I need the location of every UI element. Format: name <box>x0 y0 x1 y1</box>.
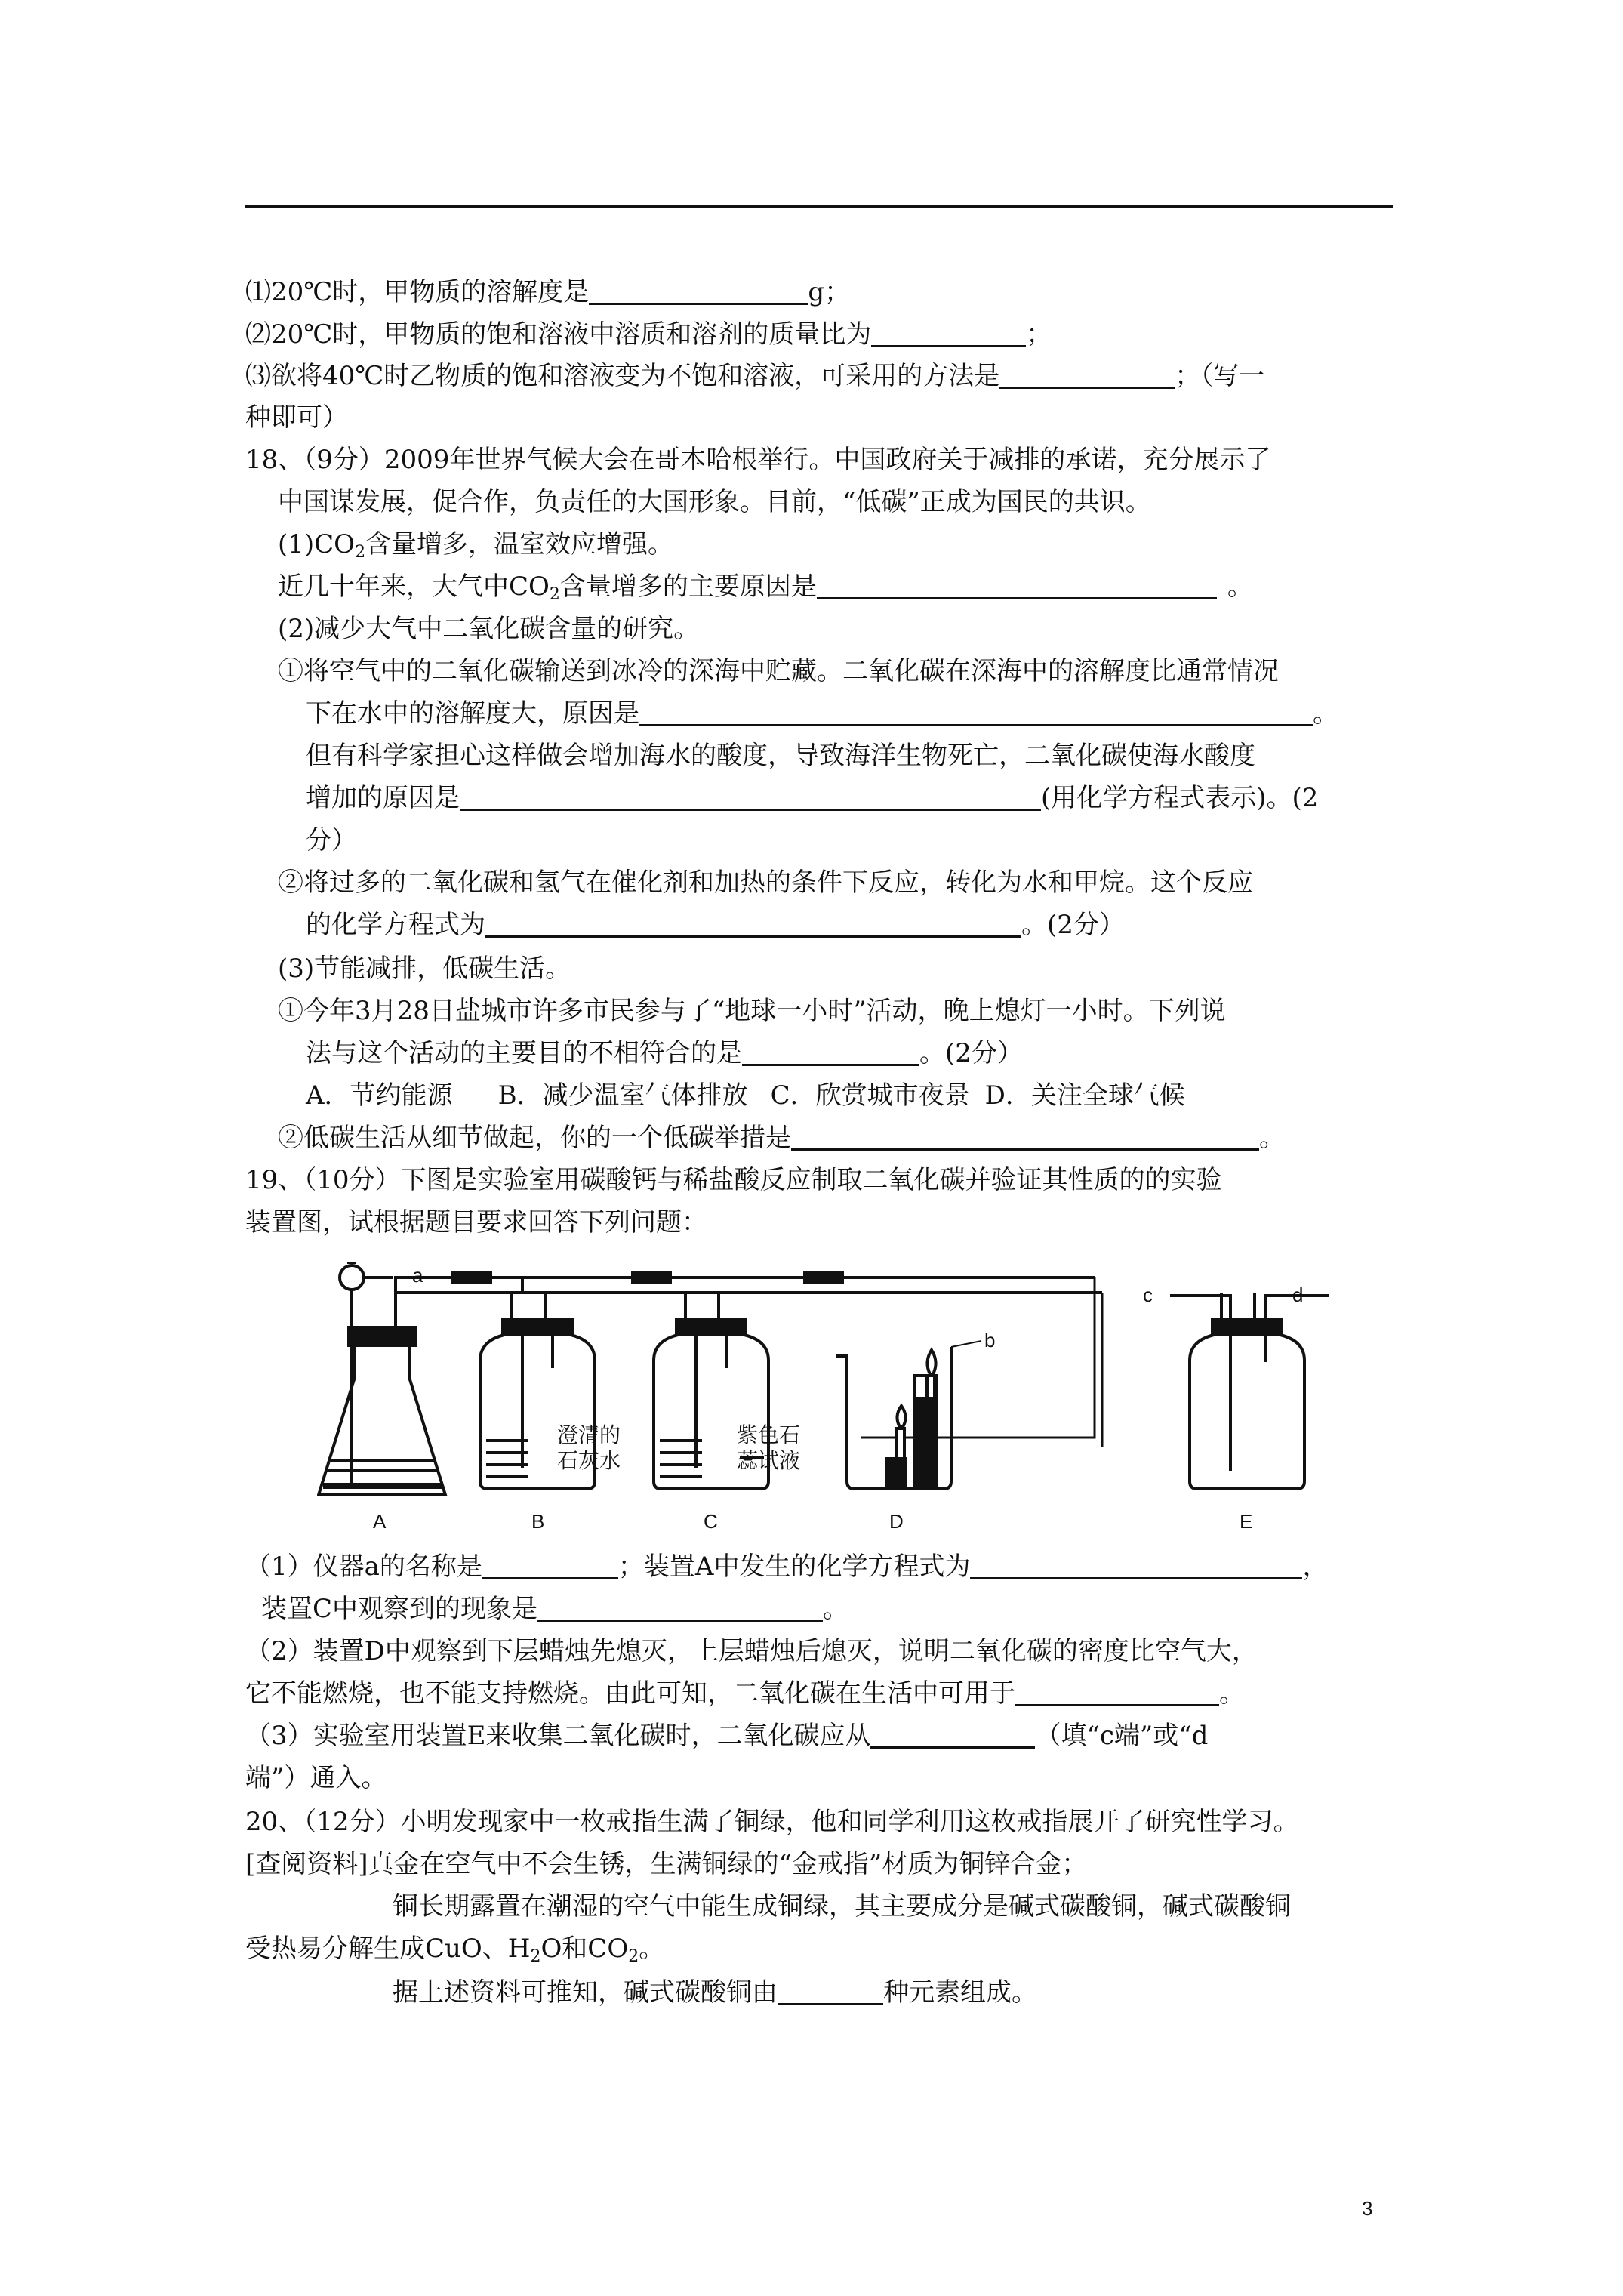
q17-item-3: ⑶欲将40℃时乙物质的饱和溶液变为不饱和溶液，可采用的方法是 ；（写一 <box>245 361 1265 391</box>
answer-blank[interactable] <box>639 701 1313 726</box>
label-d: d <box>1292 1284 1304 1306</box>
page-number: 3 <box>1362 2197 1373 2220</box>
q18-part-2-item-1-q1: 下在水中的溶解度大，原因是 。 <box>306 698 1338 729</box>
apparatus-a-flask <box>319 1262 1102 1495</box>
answer-blank[interactable] <box>742 1041 919 1066</box>
answer-blank[interactable] <box>589 280 808 305</box>
q18-part-2-item-1-q2: 增加的原因是 (用化学方程式表示)。(2 <box>306 783 1319 813</box>
option-a[interactable]: A．节约能源 <box>306 1080 453 1111</box>
q18-stem-cont: 中国谋发展，促合作，负责任的大国形象。目前，“低碳”正成为国民的共识。 <box>278 487 1151 517</box>
q19-stem-cont: 装置图，试根据题目要求回答下列问题： <box>245 1207 707 1237</box>
header-rule <box>245 205 1393 208</box>
q19-part-2: （2）装置D中观察到下层蜡烛先熄灭，上层蜡烛后熄灭，说明二氧化碳的密度比空气大， <box>245 1636 1258 1666</box>
apparatus-e-bottle <box>1170 1293 1329 1489</box>
label-A: A <box>373 1510 387 1533</box>
answer-blank[interactable] <box>871 322 1026 347</box>
answer-blank[interactable] <box>791 1126 1259 1151</box>
q19-part-1-cont: 装置C中观察到的现象是 。 <box>261 1594 849 1624</box>
label-c: c <box>1143 1284 1153 1306</box>
q18-part-2: (2)减少大气中二氧化碳含量的研究。 <box>278 614 700 644</box>
q18-part-3-item-2: ②低碳生活从细节做起，你的一个低碳举措是 。 <box>278 1123 1285 1153</box>
answer-blank[interactable] <box>482 1555 618 1579</box>
q19-part-3: （3）实验室用装置E来收集二氧化碳时，二氧化碳应从 （填“c端”或“d <box>245 1721 1209 1751</box>
reagent-b-line-1: 澄清的 <box>557 1422 621 1447</box>
q18-part-2-item-1: ①将空气中的二氧化碳输送到冰冷的深海中贮藏。二氧化碳在深海中的溶解度比通常情况 <box>278 656 1279 686</box>
q18-part-1-question: 近几十年来，大气中$CO_2$含量增多的主要原因是 。 <box>278 572 1253 604</box>
q18-part-2-item-2-q: 的化学方程式为 。(2分） <box>306 910 1125 940</box>
answer-blank[interactable] <box>460 786 1041 811</box>
answer-blank[interactable] <box>537 1597 823 1622</box>
option-b[interactable]: B．减少温室气体排放 <box>497 1080 748 1111</box>
q18-stem: 18、（9分）2009年世界气候大会在哥本哈根举行。中国政府关于减排的承诺，充分展示了 <box>245 445 1271 475</box>
answer-blank[interactable] <box>778 1980 883 2005</box>
q17-item-3-cont: 种即可） <box>245 402 348 433</box>
q18-options <box>306 1080 1185 1111</box>
q19-part-1: （1）仪器a的名称是 ；装置A中发生的化学方程式为 ， <box>245 1552 1329 1582</box>
q18-part-1: $(1)CO_2$含量增多，温室效应增强。 <box>278 529 674 562</box>
answer-blank[interactable] <box>817 575 1217 599</box>
q18-part-2-item-2: ②将过多的二氧化碳和氢气在催化剂和加热的条件下反应，转化为水和甲烷。这个反应 <box>278 868 1253 898</box>
q20-stem: 20、（12分）小明发现家中一枚戒指生满了铜绿，他和同学利用这枚戒指展开了研究性学习。 <box>245 1807 1299 1837</box>
label-C: C <box>704 1510 718 1533</box>
option-d[interactable]: D．关注全球气候 <box>984 1080 1185 1111</box>
apparatus-diagram <box>317 1262 1329 1542</box>
q19-part-3-cont: 端”）通入。 <box>245 1763 387 1793</box>
label-B: B <box>531 1510 545 1533</box>
q20-reference-2-cont: 受热易分解生成CuO、$H_2O$和$CO_2$。 <box>245 1934 665 1966</box>
answer-blank[interactable] <box>870 1724 1035 1749</box>
answer-blank[interactable] <box>1015 1681 1219 1706</box>
option-c[interactable]: C．欣赏城市夜景 <box>770 1080 970 1111</box>
q20-reference-2: 铜长期露置在潮湿的空气中能生成铜绿，其主要成分是碱式碳酸铜，碱式碳酸铜 <box>393 1891 1291 1922</box>
label-a: a <box>412 1264 423 1287</box>
q17-item-2: ⑵20℃时，甲物质的饱和溶液中溶质和溶剂的质量比为 ； <box>245 319 1052 350</box>
answer-blank[interactable] <box>970 1555 1302 1579</box>
q18-score-cont: 分） <box>306 825 357 855</box>
apparatus-d-beaker <box>836 1277 1102 1489</box>
q18-part-3: (3)节能减排，低碳生活。 <box>278 954 571 984</box>
q18-part-2-item-1-text: 但有科学家担心这样做会增加海水的酸度，导致海洋生物死亡，二氧化碳使海水酸度 <box>306 741 1255 771</box>
q19-stem: 19、（10分）下图是实验室用碳酸钙与稀盐酸反应制取二氧化碳并验证其性质的的实验 <box>245 1165 1222 1195</box>
q20-question: 据上述资料可推知，碱式碳酸铜由 种元素组成。 <box>393 1977 1037 2008</box>
answer-blank[interactable] <box>999 364 1175 389</box>
q20-reference-1: [查阅资料]真金在空气中不会生锈，生满铜绿的“金戒指”材质为铜锌合金； <box>245 1849 1088 1879</box>
reagent-c-line-2: 蕊试液 <box>737 1448 801 1473</box>
answer-blank[interactable] <box>485 913 1021 938</box>
q18-part-3-item-1: ①今年3月28日盐城市许多市民参与了“地球一小时”活动，晚上熄灯一小时。下列说 <box>278 996 1226 1026</box>
reagent-c-line-1: 紫色石 <box>737 1422 801 1447</box>
q19-part-2-cont: 它不能燃烧，也不能支持燃烧。由此可知，二氧化碳在生活中可用于 。 <box>245 1678 1245 1709</box>
label-D: D <box>889 1510 904 1533</box>
q17-item-1: ⑴20℃时，甲物质的溶解度是 g； <box>245 277 851 307</box>
label-E: E <box>1240 1510 1253 1533</box>
label-b: b <box>984 1329 996 1351</box>
q18-part-3-item-1-q: 法与这个活动的主要目的不相符合的是 。(2分） <box>306 1038 1023 1068</box>
reagent-b-line-2: 石灰水 <box>557 1448 621 1473</box>
